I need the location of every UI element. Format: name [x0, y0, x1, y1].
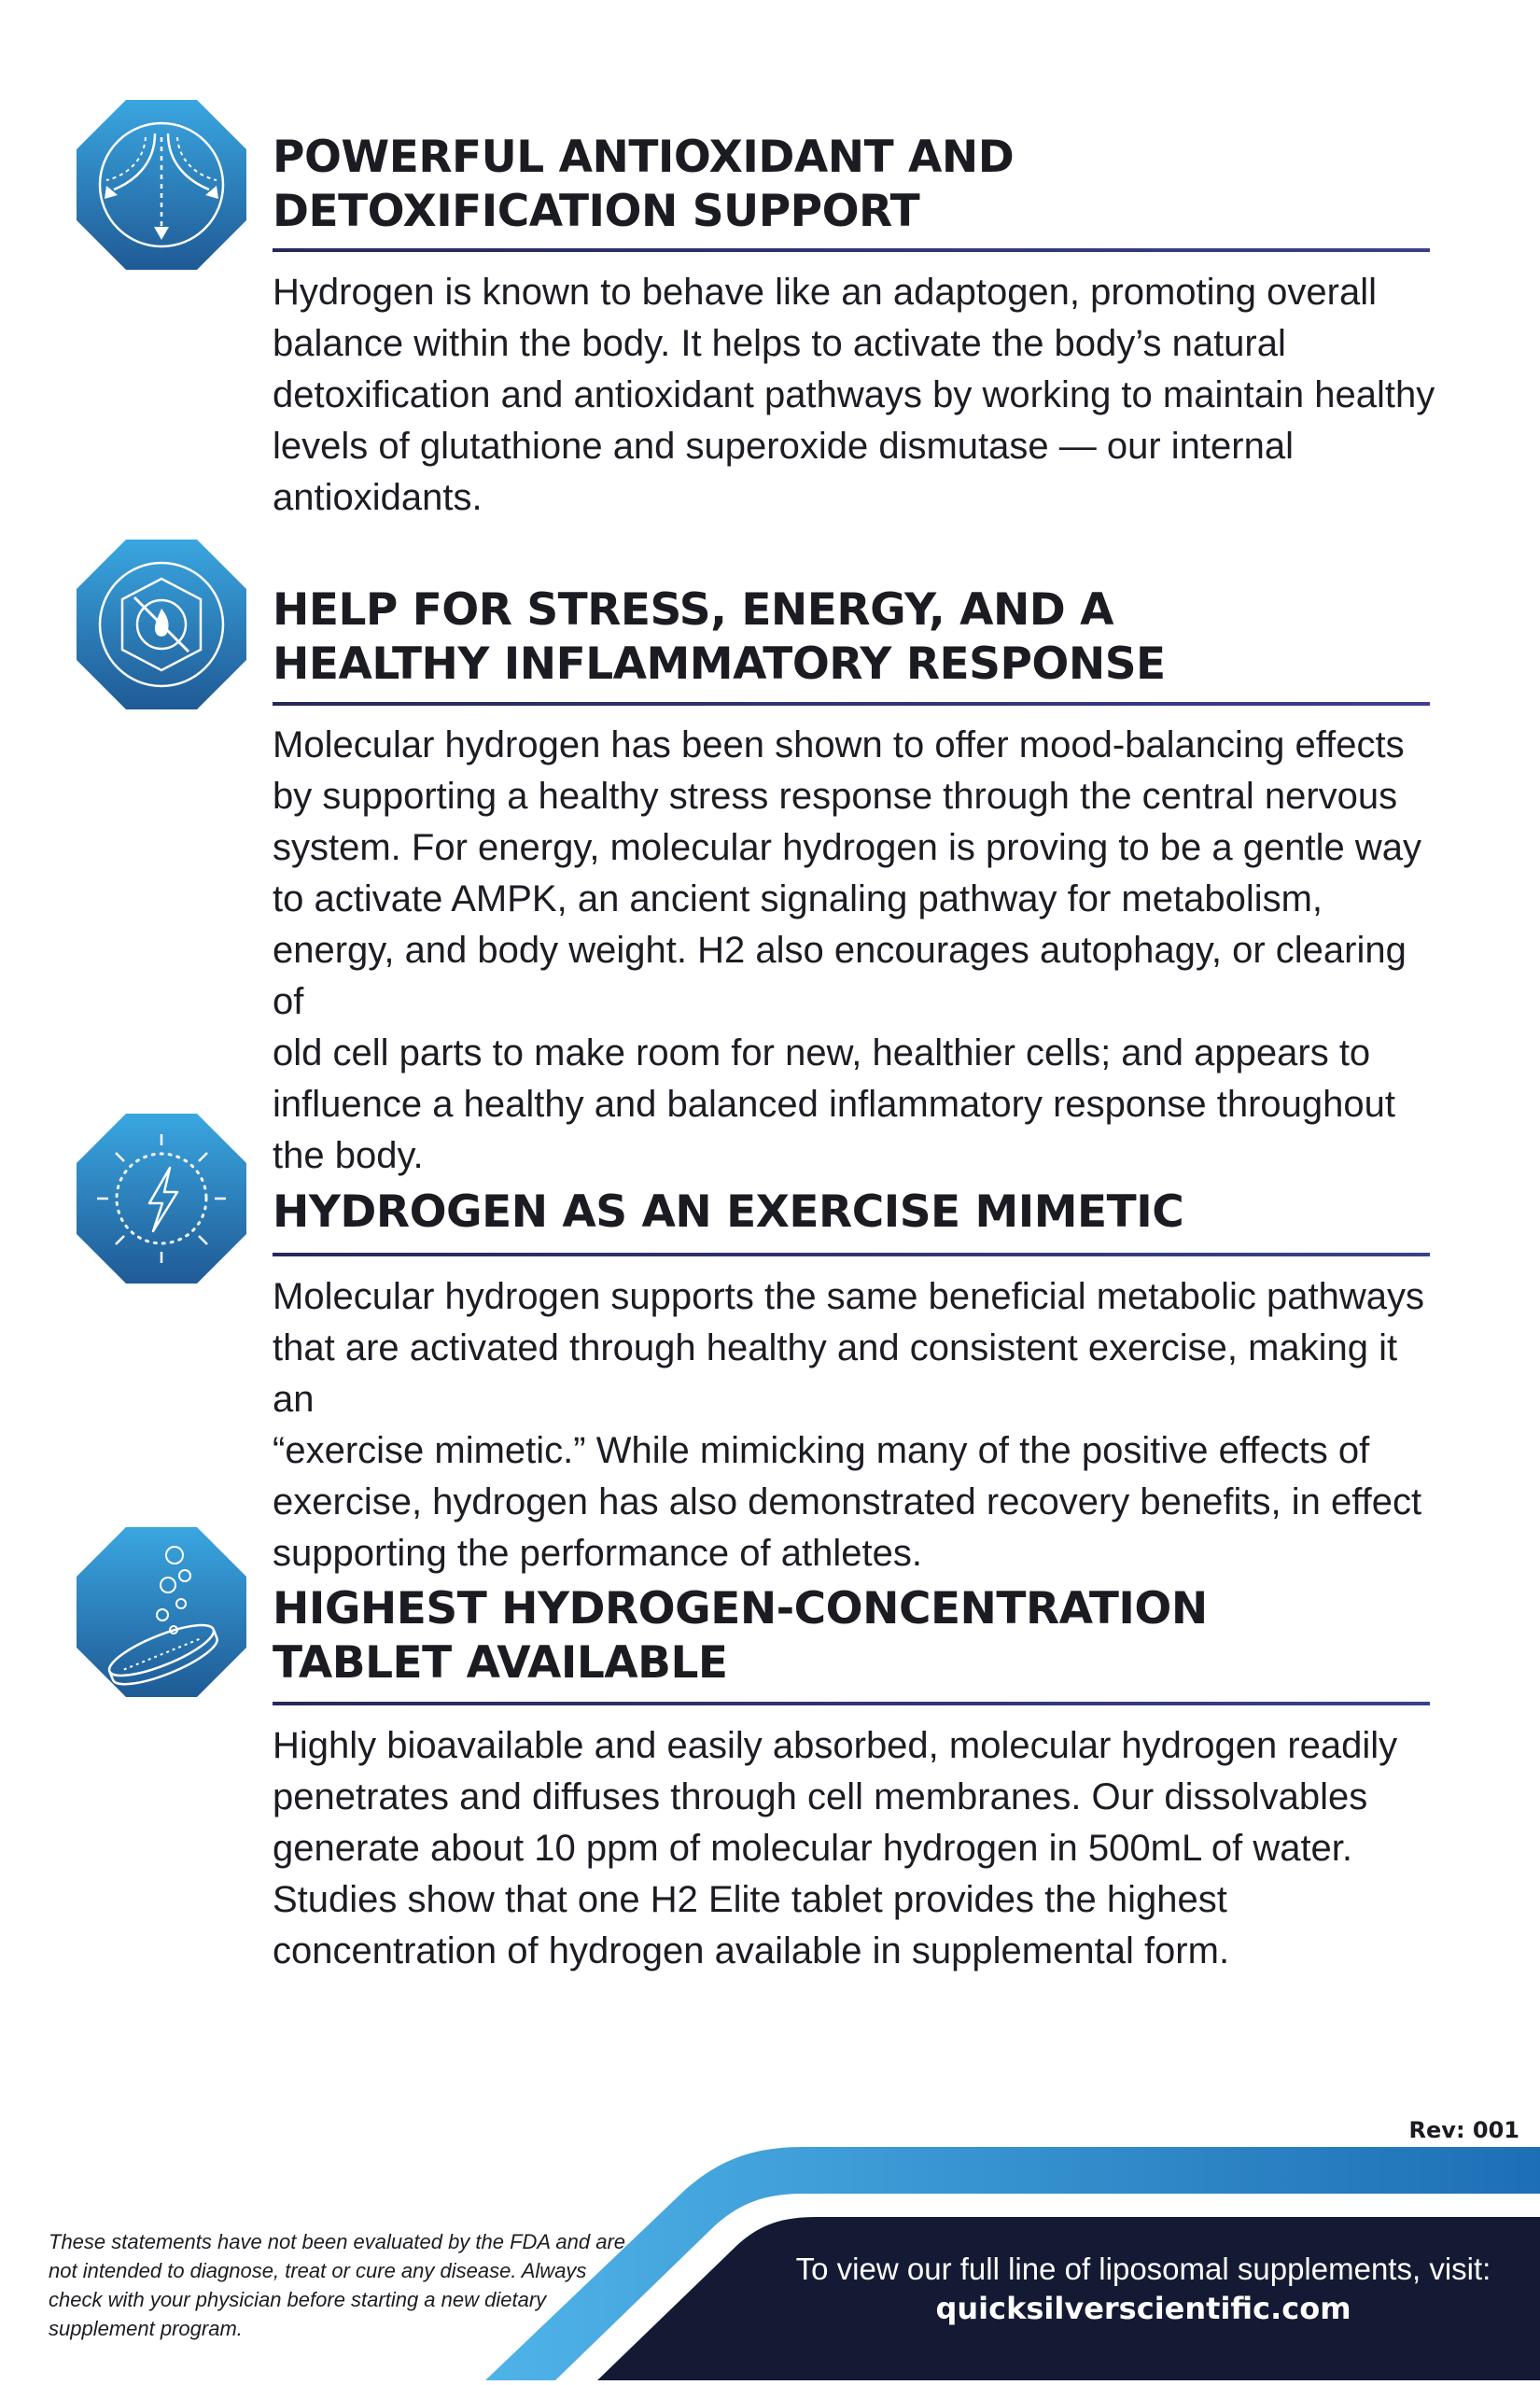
revision-label: Rev: 001: [1408, 2117, 1519, 2143]
section-divider: [273, 1253, 1430, 1256]
section-body: Highly bioavailable and easily absorbed, molecular hydrogen readily penetrates and diffuses through cell membranes. Our dissolvables generate about 10 ppm of molecular hydrogen in 500mL of water. Studies show that one H2 Elite tablet provides the highest concentration of hydrogen available in supplemental form.: [273, 1725, 1398, 1971]
section-divider: [273, 702, 1430, 706]
section-heading: POWERFUL ANTIOXIDANT AND DETOXIFICATION SUPPORT: [273, 132, 1015, 237]
section-heading: HYDROGEN AS AN EXERCISE MIMETIC: [273, 1186, 1184, 1238]
visit-text: To view our full line of liposomal supplements, visit:: [795, 2252, 1491, 2286]
section-body: Molecular hydrogen supports the same beneficial metabolic pathways that are activated through healthy and consistent exercise, making it an “exercise mimetic.” While mimicking many of the positive effects of exercise, hydrogen has also demonstrated recovery benefits, in effect supporting the performance of athletes.: [273, 1276, 1425, 1574]
section-body: Hydrogen is known to behave like an adaptogen, promoting overall balance within the body. It helps to activate the body’s natural detoxification and antioxidant pathways by working to maintain healthy levels of glutathione and superoxide dismutase — our internal antioxidants.: [273, 272, 1435, 518]
section-divider: [273, 1702, 1430, 1705]
inflammation-shield-icon: [77, 540, 246, 709]
section-heading: HELP FOR STRESS, ENERGY, AND A HEALTHY INFLAMMATORY RESPONSE: [273, 584, 1166, 690]
visit-website-block: [775, 2250, 1512, 2328]
lightning-energy-icon: [77, 1114, 246, 1284]
website-link[interactable]: quicksilverscientific.com: [935, 2291, 1351, 2326]
section-body: Molecular hydrogen has been shown to offer mood-balancing effects by supporting a healthy stress response through the central nervous system. For energy, molecular hydrogen is proving to be a gentle way to activate AMPK, an ancient signaling pathway for metabolism, energy, and body weight. H2 also encourages autophagy, or clearing of old cell parts to make room for new, healthier cells; and appears to influence a healthy and balanced inflammatory response throughout the body.: [273, 724, 1421, 1176]
fda-disclaimer: These statements have not been evaluated by the FDA and are not intended to diagnose, treat or cure any disease. Always check with your physician before starting a new dietary supplement program.: [49, 2230, 626, 2340]
detox-arrows-icon: [77, 100, 246, 270]
tablet-bubbles-icon: [77, 1527, 246, 1697]
section-heading: HIGHEST HYDROGEN-CONCENTRATION TABLET AVAILABLE: [273, 1583, 1208, 1689]
section-divider: [273, 248, 1430, 252]
